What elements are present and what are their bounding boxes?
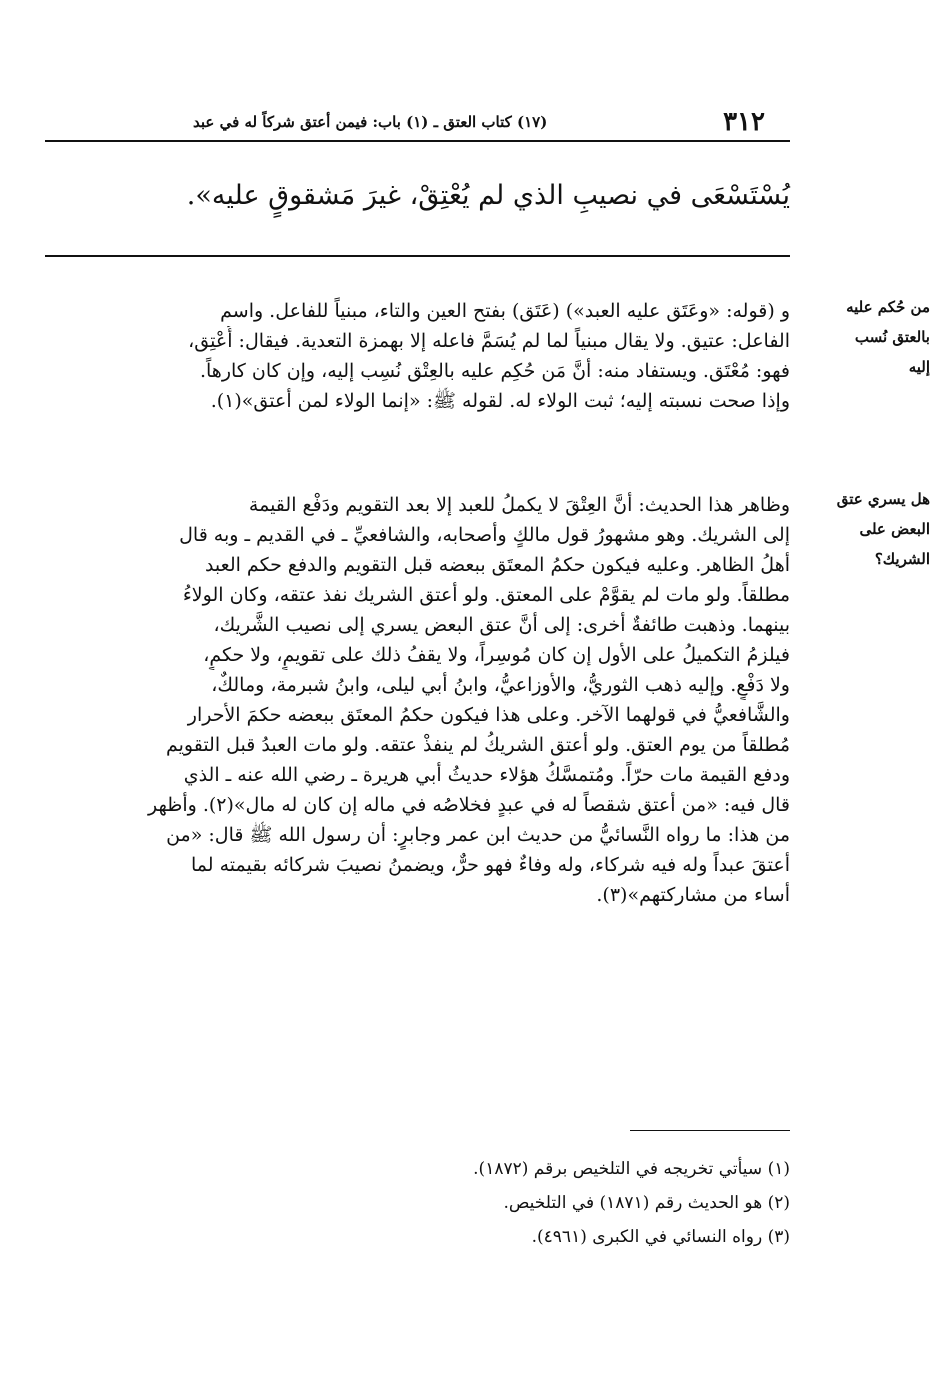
commentary-paragraph-1 [45,296,790,416]
side-note-line: من حُكم عليه [846,298,930,316]
side-note-2 [815,484,930,574]
footnote-3: (٣) رواه النسائي في الكبرى (٤٩٦١). [531,1227,790,1247]
footnote-1: (١) سيأتي تخريجه في التلخيص برقم (١٨٧٢). [473,1159,790,1179]
text-line: ولا دَفْعٍ. وإليه ذهب الثوريُّ، والأوزاعيُّ، وابنُ أبي ليلى، وابنُ شبرمة، ومالكٌ، [211,674,790,696]
hadith-carryover: يُسْتَسْعَى في نصيبِ الذي لم يُعْتِقْ، غيرَ مَشقوقٍ عليه». [186,180,790,211]
header-rule [45,140,790,142]
text-line: مطلقاً. ولو مات لم يقوَّمْ على المعتق. ولو أعتق الشريك نفذ عتقه، وكان الولاءُ [182,584,790,606]
text-line: وإذا صحت نسبته إليه؛ ثبت الولاء له. لقوله ﷺ: «إنما الولاء لمن أعتق»(١). [210,390,790,412]
text-line: بينهما. وذهبت طائفةٌ أخرى: إلى أنَّ عتق البعض يسري إلى نصيب الشَّريك، [213,614,790,636]
text-line: الفاعل: عتيق. ولا يقال مبنياً لما لم يُسَمَّ فاعله إلا بهمزة التعدية. فيقال: أُعْتِق، [188,330,790,352]
commentary-paragraph-2 [45,490,790,910]
text-line: فهو: مُعْتَق. ويستفاد منه: أنَّ مَن حُكِم عليه بالعِتْق نُسِب إليه، وإن كان كارهاً. [199,360,790,382]
text-line: أعتقَ عبداً وله فيه شركاء، وله وفاءٌ فهو حرٌّ، ويضمنُ نصيبَ شركائه بقيمته لما [191,854,790,876]
side-note-line: بالعتق نُسب [854,328,930,346]
text-line: أساء من مشاركتهم»(٣). [596,884,790,906]
text-line: والشَّافعيُّ في قولهما الآخر. وعلى هذا فيكون حكمُ المعتَق ببعضه حكمَ الأحرار [187,704,790,726]
page-header [193,104,765,140]
side-note-line: إليه [908,358,930,376]
side-note-line: هل يسري عتق [836,490,930,508]
text-line: مُطلقاً من يوم العتق. ولو أعتق الشريكُ لم ينفذْ عتقه. ولو مات العبدُ قبل التقويم [165,734,790,756]
side-note-line: البعض على [859,520,930,538]
footnotes [300,1152,790,1254]
footnote-separator [630,1130,790,1131]
text-line: إلى الشريك. وهو مشهورُ قول مالكٍ وأصحابه، والشافعيِّ ـ في القديم ـ وبه قال [179,524,790,546]
text-line: أهلُ الظاهر. وعليه فيكون حكمُ المعتَق ببعضه قبل التقويم والدفع حكم العبد [204,554,790,576]
page-number: ٣١٢ [723,107,765,137]
text-line: وظاهر هذا الحديث: أنَّ العِتْقَ لا يكملُ للعبد إلا بعد التقويم ودَفْع القيمة [248,494,790,516]
footnote-2: (٢) هو الحديث رقم (١٨٧١) في التلخيص. [503,1193,790,1213]
text-line: ودفع القيمة مات حرّاً. ومُتمسَّكُ هؤلاء حديثُ أبي هريرة ـ رضي الله عنه ـ الذي [183,764,790,786]
text-line: و (قوله: «وعَتَق عليه العبد») (عَتَق) بفتح العين والتاء، مبنياً للفاعل. واسم [220,300,790,322]
text-line: من هذا: ما رواه النَّسائيُّ من حديث ابن عمر وجابرٍ: أن رسول الله ﷺ قال: «من [166,824,790,846]
side-note-1 [815,292,930,382]
text-line: فيلزمُ التكميلُ على الأول إن كان مُوسِراً، ولا يقفُ ذلك على تقويمٍ، ولا حكمٍ، [203,644,790,666]
section-divider [45,255,790,257]
running-title: (١٧) كتاب العتق ـ (١) باب: فيمن أعتق شركاً له في عبد [193,113,548,131]
text-line: قال فيه: «من أعتق شقصاً له في عبدٍ فخلاصُه في ماله إن كان له مال»(٢). وأظهر [147,794,790,816]
side-note-line: الشريك؟ [874,550,930,568]
